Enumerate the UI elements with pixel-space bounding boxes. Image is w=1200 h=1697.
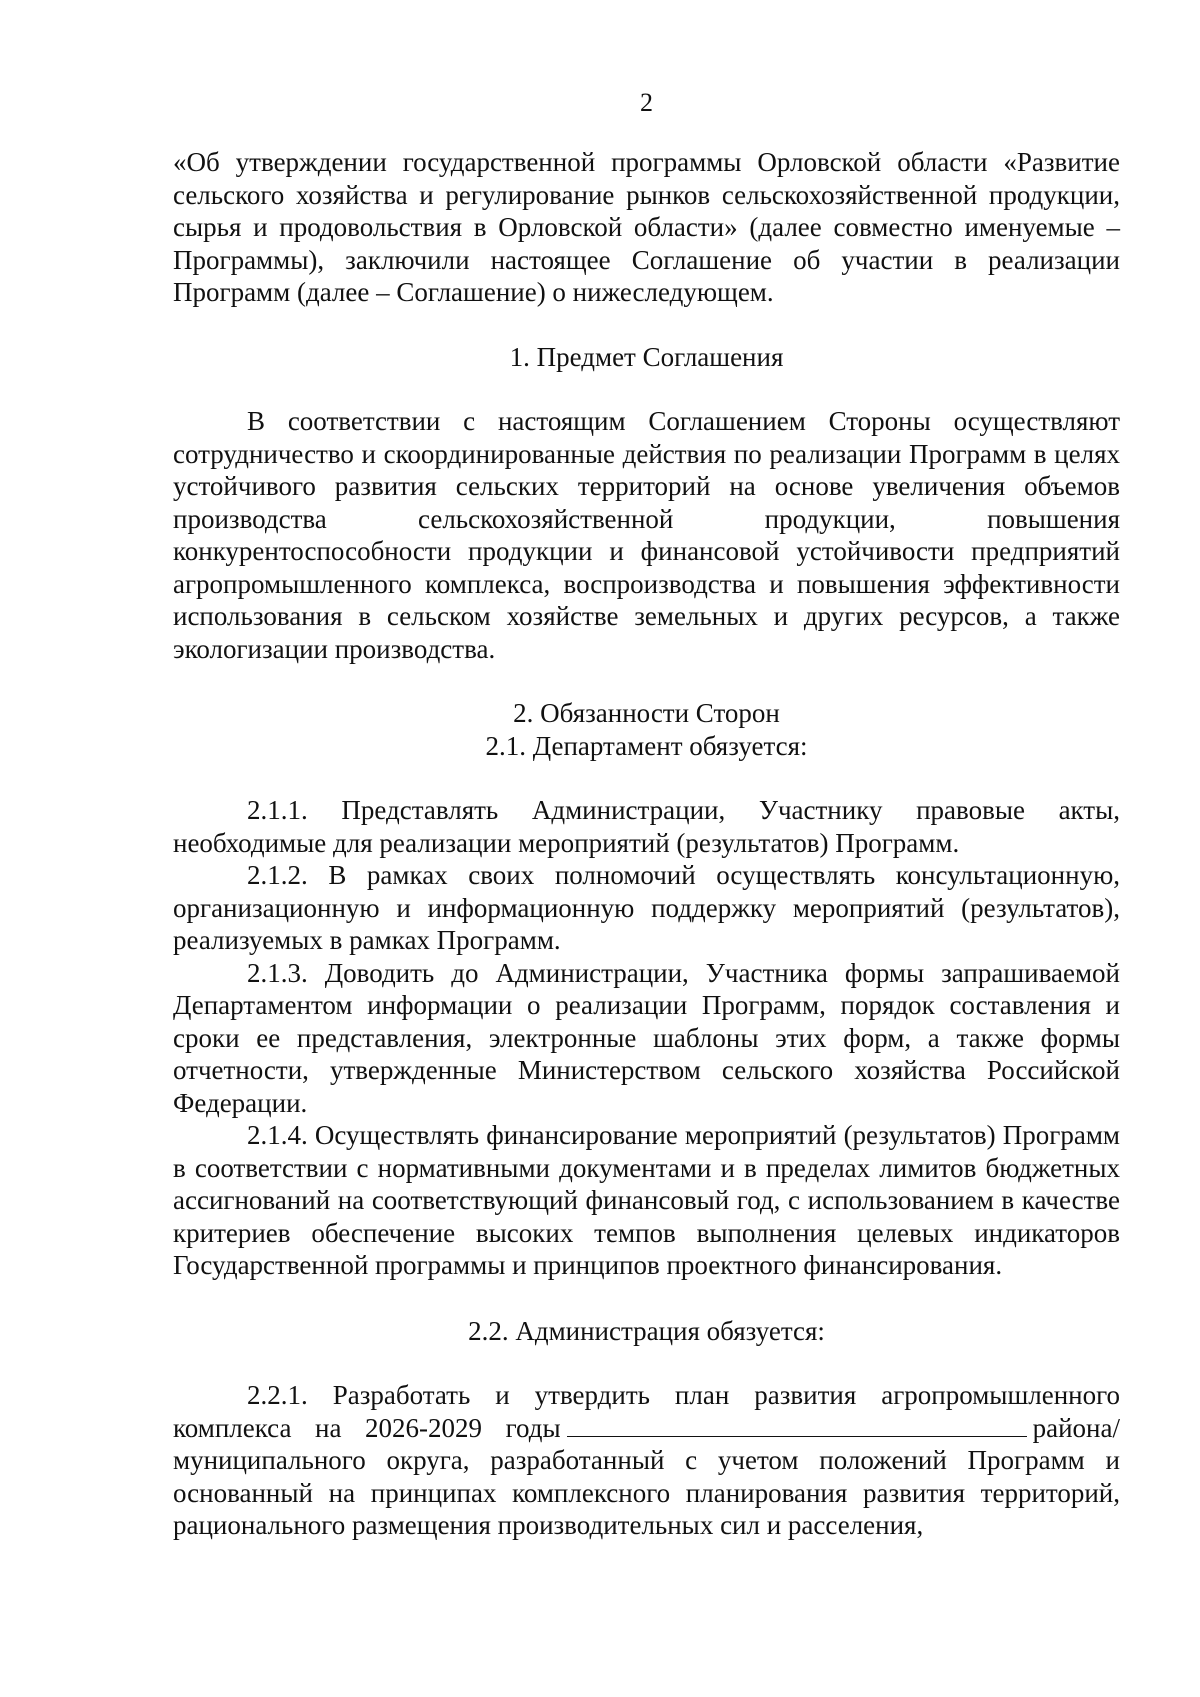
- intro-paragraph: «Об утверждении государственной программы Орловской области «Развитие сельского хозяйства и регулирование рынков сельскохозяйственной продукции, сырья и продовольствия в Орловской области» (далее совместно именуемые – Программы), заключили настоящее Соглашение об участии в реализации Программ (далее – Соглашение) о нижеследующем.: [173, 147, 1120, 307]
- paragraph-2-1-1: 2.1.1. Представлять Администрации, Участнику правовые акты, необходимые для реализации мероприятий (результатов) Программ.: [173, 795, 1120, 858]
- section-2-1-heading: 2.1. Департамент обязуется:: [485, 730, 808, 761]
- paragraph-2-1-2: 2.1.2. В рамках своих полномочий осуществлять консультационную, организационную и информационную поддержку мероприятий (результатов), реализуемых в рамках Программ.: [173, 860, 1120, 955]
- section-2-2-heading: 2.2. Администрация обязуется:: [468, 1315, 825, 1346]
- section-1-paragraph: В соответствии с настоящим Соглашением Стороны осуществляют сотрудничество и скоординированные действия по реализации Программ в целях устойчивого развития сельских территорий на основе увеличения объемов производства сельскохозяйственной продукции, повышения конкурентоспособности продукции и финансовой устойчивости предприятий агропромышленного комплекса, воспроизводства и повышения эффективности использования в сельском хозяйстве земельных и других ресурсов, а также экологизации производства.: [173, 406, 1120, 664]
- paragraph-2-1-4: 2.1.4. Осуществлять финансирование мероприятий (результатов) Программ в соответствии с нормативными документами и в пределах лимитов бюджетных ассигнований на соответствующий финансовый год, с использованием в качестве критериев обеспечение высоких темпов выполнения целевых индикаторов Государственной программы и принципов проектного финансирования.: [173, 1120, 1120, 1280]
- fill-in-blank-line: [567, 1412, 1027, 1437]
- document-page: [173, 0, 1120, 1697]
- section-1-heading: 1. Предмет Соглашения: [509, 341, 784, 372]
- paragraph-2-1-3: 2.1.3. Доводить до Администрации, Участника формы запрашиваемой Департаментом информации о реализации Программ, порядок составления и сроки ее представления, электронные шаблоны этих форм, а также формы отчетности, утвержденные Министерством сельского хозяйства Российской Федерации.: [173, 957, 1120, 1118]
- page-number: 2: [640, 88, 653, 117]
- paragraph-2-2-1-end: района/ муниципального округа, разработанный с учетом положений Программ и основанный на принципах комплексного планирования развития территорий, рационального размещения производительных сил и расселения,: [173, 1412, 1120, 1540]
- section-2-heading: 2. Обязанности Сторон: [513, 698, 780, 728]
- paragraph-2-2-1-start: 2.2.1. Разработать и утвердить план развития агропромышленного комплекса на 2026-2029 годы: [173, 1380, 1120, 1443]
- document-body: [173, 146, 1120, 1542]
- paragraph-2-2-1: [173, 1379, 1120, 1542]
